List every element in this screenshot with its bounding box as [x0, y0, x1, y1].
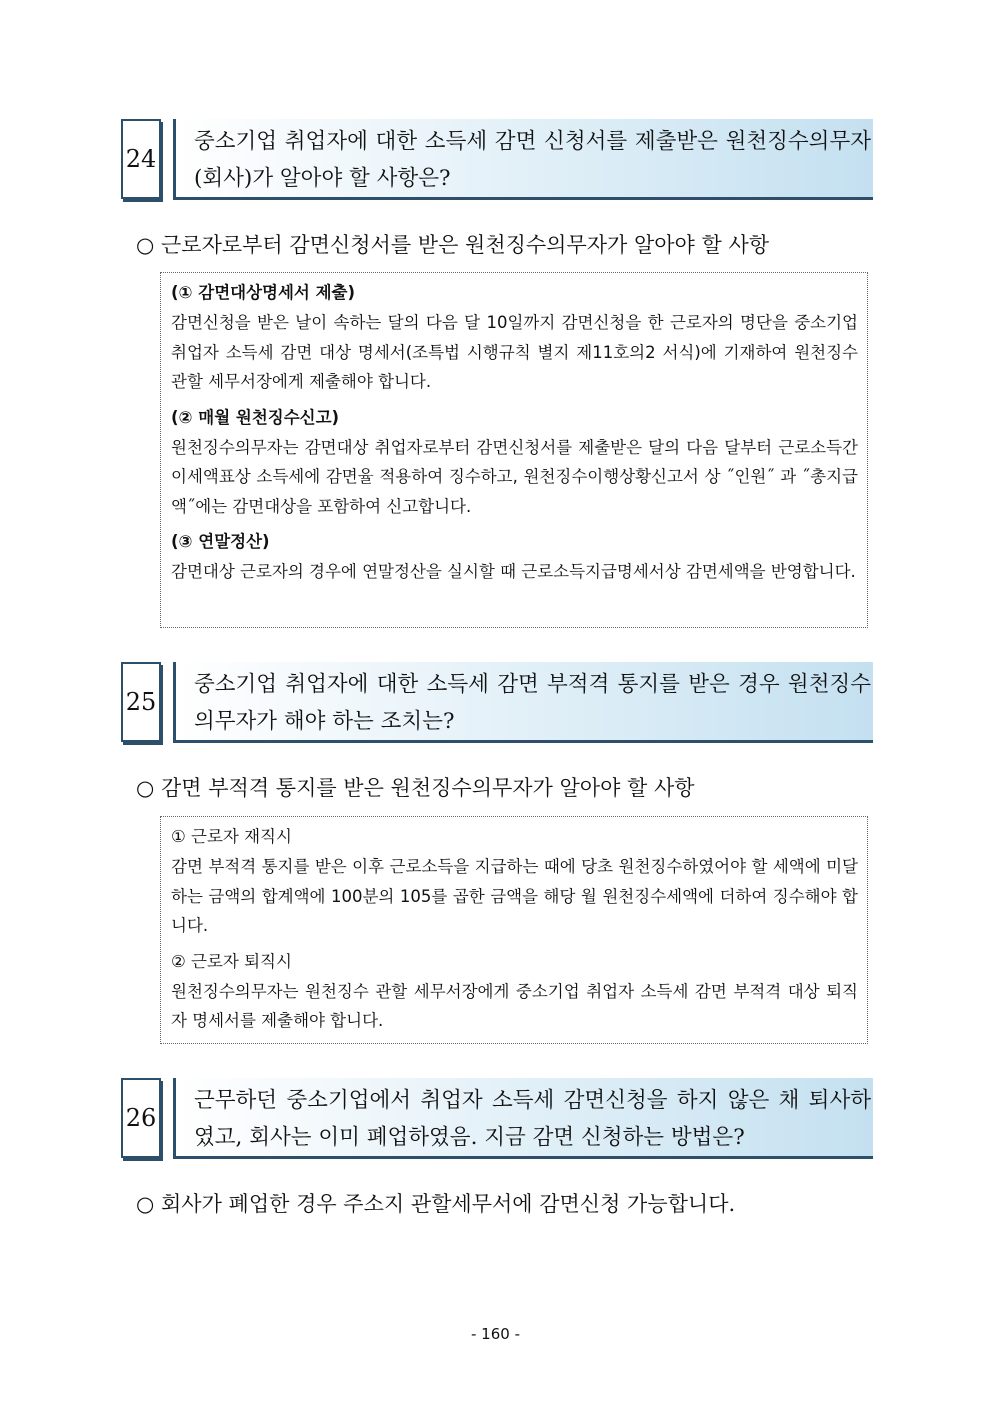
question-number: 26: [121, 1078, 161, 1158]
answer-lead: ○ 근로자로부터 감면신청서를 받은 원천징수의무자가 알아야 할 사항: [136, 233, 770, 257]
question-number: 24: [121, 119, 161, 199]
answer-lead: ○ 감면 부적격 통지를 받은 원천징수의무자가 알아야 할 사항: [136, 776, 695, 800]
section-body: 원천징수의무자는 감면대상 취업자로부터 감면신청서를 제출받은 달의 다음 달부터 근로소득간이세액표상 소득세에 감면율 적용하여 징수하고, 원천징수이행상황신고서 상 ˝인원˝ 과 ˝총지급액˝에는 감면대상을 포함하여 신고합니다.: [171, 437, 858, 516]
section-body: 원천징수의무자는 원천징수 관할 세무서장에게 중소기업 취업자 소득세 감면 부적격 대상 퇴직자 명세서를 제출해야 합니다.: [171, 981, 858, 1030]
answer-box-25: [160, 816, 868, 1044]
question-header-26: [121, 1078, 873, 1160]
section-body: 감면대상 근로자의 경우에 연말정산을 실시할 때 근로소득지급명세서상 감면세액을 반영합니다.: [171, 562, 856, 581]
question-title-bar: [173, 1078, 873, 1159]
question-title: 근무하던 중소기업에서 취업자 소득세 감면신청을 하지 않은 채 퇴사하였고, 회사는 이미 폐업하였음. 지금 감면 신청하는 방법은?: [194, 1088, 871, 1150]
section-heading: (② 매월 원천징수신고): [171, 407, 340, 427]
answer-box-24: [160, 272, 868, 628]
page-number: - 160 -: [471, 1325, 520, 1343]
question-title-bar: [173, 662, 873, 743]
answer-lead: ○ 회사가 폐업한 경우 주소지 관할세무서에 감면신청 가능합니다.: [136, 1192, 736, 1216]
section-heading: (① 감면대상명세서 제출): [171, 283, 355, 302]
question-title-bar: [173, 119, 873, 200]
question-header-24: [121, 119, 873, 201]
section-heading: ② 근로자 퇴직시: [171, 951, 292, 971]
question-header-25: [121, 662, 873, 744]
section-heading: (③ 연말정산): [171, 532, 270, 551]
section-body: 감면 부적격 통지를 받은 이후 근로소득을 지급하는 때에 당초 원천징수하였어야 할 세액에 미달하는 금액의 합계액에 100분의 105를 곱한 금액을 해당 월 원천징수세액에 더하여 징수해야 합니다.: [171, 857, 858, 935]
question-number: 25: [121, 662, 161, 742]
section-body: 감면신청을 받은 날이 속하는 달의 다음 달 10일까지 감면신청을 한 근로자의 명단을 중소기업 취업자 소득세 감면 대상 명세서(조특법 시행규칙 별지 제11호의2 서식)에 기재하여 원천징수 관할 세무서장에게 제출해야 합니다.: [171, 313, 858, 391]
section-heading: ① 근로자 재직시: [171, 827, 292, 846]
question-title: 중소기업 취업자에 대한 소득세 감면 신청서를 제출받은 원천징수의무자(회사)가 알아야 할 사항은?: [194, 129, 871, 191]
question-title: 중소기업 취업자에 대한 소득세 감면 부적격 통지를 받은 경우 원천징수의무자가 해야 하는 조치는?: [194, 672, 871, 734]
